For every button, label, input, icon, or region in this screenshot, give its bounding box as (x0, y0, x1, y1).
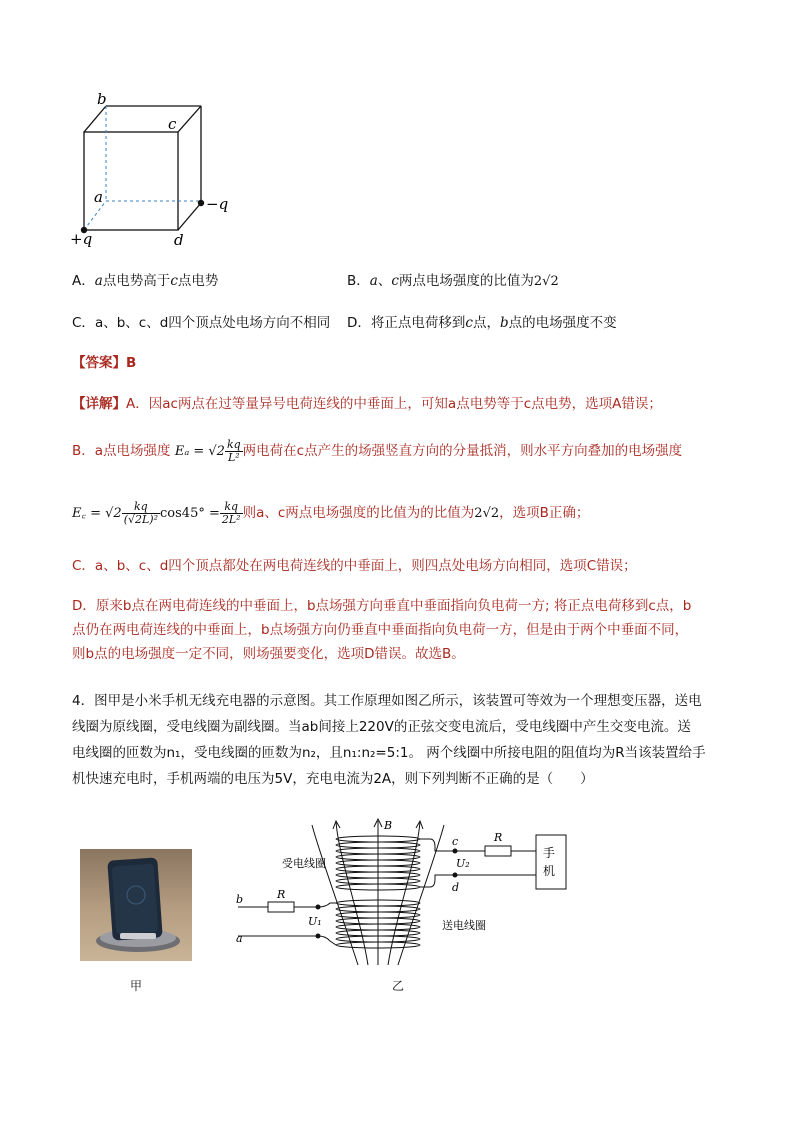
label-u1: U₁ (308, 915, 322, 928)
label-a: a (94, 188, 103, 206)
resistor-r-bottom (268, 902, 294, 912)
label-pos-q: +q (70, 230, 93, 248)
cube-front-face (84, 132, 178, 230)
label-d: d (174, 231, 184, 249)
label-c: c (168, 115, 177, 133)
label-r-top: R (494, 831, 503, 844)
option-c: C．a、b、c、d四个顶点处电场方向不相同 (72, 315, 331, 331)
label-b-terminal: b (236, 893, 244, 906)
option-b: B．a、c两点电场强度的比值为2√2 (347, 273, 559, 289)
phone-box (536, 835, 566, 889)
detail-a-line: 【详解】A．因ac两点在过等量异号电荷连线的中垂面上，可知a点电势等于c点电势，选项A错误； (72, 396, 662, 412)
detail-b-line1: B．a点电场强度 Eₐ = √2 $\frac{kq}{\text{L²}}$ 两电荷在c点产生的场强竖直方向的分量抵消，则水平方向叠加的电场强度 (72, 437, 683, 464)
resistor-r-top (485, 846, 511, 856)
answer-line: 【答案】B (72, 355, 137, 371)
question-4: 4．图甲是小米手机无线充电器的示意图。其工作原理如图乙所示，该装置可等效为一个理想变压器，送电 线圈为原线圈，受电线圈为副线圈。当ab间接上220V的正弦交变电流后，受电线圈中产生交变电流。送 电线圈的匝数为n₁，受电线圈的匝数为n₂，且n₁:n₂=5:1。 两个线圈中所接电阻的阻值均为R当该装置给手 机快速充电时，手机两端的电压为5V，充电电流为2A，则下列判断不正确的是（ ） (72, 693, 706, 787)
label-u2: U₂ (456, 857, 470, 870)
transformer-circuit (230, 815, 590, 975)
label-a-terminal: a (236, 932, 243, 945)
label-b: b (97, 90, 107, 108)
node-d (453, 873, 458, 878)
field-line (398, 825, 444, 965)
node-u1-bottom (316, 934, 321, 939)
label-r-bottom: R (277, 888, 286, 901)
label-B: B (384, 819, 393, 832)
label-c-node: c (452, 835, 459, 848)
ea-fraction: $\frac{kq}{\text{L²}}$ (226, 437, 241, 464)
label-receive-coil: 受电线圈 (282, 857, 326, 870)
caption-jia: 甲 (130, 979, 143, 993)
primary-wire-a (238, 936, 336, 945)
phone-on-charger-image (80, 849, 192, 961)
ec-result-fraction: $\frac{kq}{\text{2L²}}$ (221, 499, 241, 526)
negative-charge-dot (198, 200, 204, 206)
label-send-coil: 送电线圈 (442, 919, 486, 932)
option-d: D．将正点电荷移到c点，b点的电场强度不变 (347, 315, 617, 331)
ec-fraction: $\frac{kq}{\text{(√2L)²}}$ (123, 499, 159, 526)
charger-photo (80, 849, 192, 961)
node-c (453, 849, 458, 854)
detail-b-line2: E꜀ = √2 $\frac{kq}{\text{(√2L)²}}$ cos45° = $\frac{kq}{\text{2L²}}$ 则a、c两点电场强度的比值为的比值为2√2，选项B正确； (72, 499, 590, 526)
detail-c-line: C．a、b、c、d四个顶点都处在两电荷连线的中垂面上，则四点处电场方向相同，选项C错误； (72, 558, 637, 574)
secondary-wire-bottom (420, 875, 536, 887)
cube-diagram (60, 88, 250, 253)
label-d-node: d (452, 881, 460, 894)
option-a: A．a点电势高于c点电势 (72, 273, 219, 289)
label-phone: 手 (543, 846, 556, 860)
label-neg-q: −q (206, 195, 229, 213)
detail-d-block: D．原来b点在两电荷连线的中垂面上，b点场强方向垂直中垂面指向负电荷一方; 将正点电荷移到c点，b 点仍在两电荷连线的中垂面上，b点场强方向仍垂直中垂面指向负电荷一方，但是由于两个中垂面不同， 则b点的电场强度一定不同，则场强要变化，选项D错误。故选B。 (72, 598, 692, 662)
caption-yi: 乙 (392, 979, 405, 993)
node-u1-top (316, 905, 321, 910)
label-phone-2: 机 (543, 864, 556, 878)
